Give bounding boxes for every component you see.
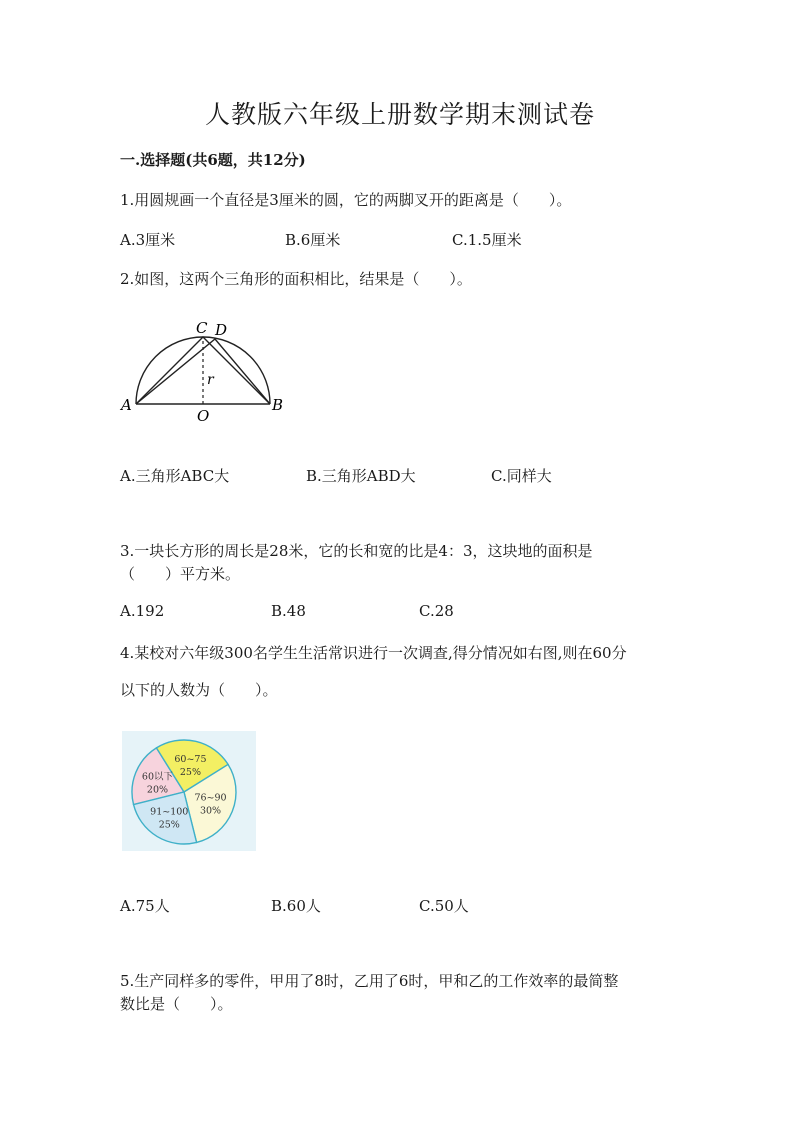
question-3-option-a: A.192 [120, 602, 165, 620]
question-4-option-c: C.50人 [419, 897, 469, 915]
question-4-text-line-1: 4.某校对六年级300名学生生活常识进行一次调查,得分情况如右图,则在60分 [120, 644, 627, 662]
question-3-text-line-1: 3.一块长方形的周长是28米，它的长和宽的比是4：3，这块地的面积是 [120, 542, 593, 560]
pie-slice-label: 60~75 [174, 754, 207, 766]
pie-slice-label: 60以下 [141, 771, 174, 783]
question-5-text-line-1: 5.生产同样多的零件，甲用了8时，乙用了6时，甲和乙的工作效率的最简整 [120, 972, 619, 990]
question-4-option-a: A.75人 [120, 897, 170, 915]
section-heading: 一.选择题(共6题，共12分) [120, 151, 306, 169]
label-o: O [197, 407, 210, 425]
page-title: 人教版六年级上册数学期末测试卷 [204, 100, 595, 129]
pie-slice-label: 76~90 [194, 792, 227, 804]
label-d: D [215, 321, 228, 339]
label-c: C [196, 319, 208, 337]
label-r: r [207, 372, 214, 388]
question-3-text-line-2: （ ）平方米。 [120, 565, 241, 583]
question-1-text: 1.用圆规画一个直径是3厘米的圆，它的两脚叉开的距离是（ ）。 [120, 191, 572, 209]
question-1-option-b: B.6厘米 [285, 231, 341, 249]
pie-slice-label: 91~100 [150, 806, 189, 818]
question-2-option-b: B.三角形ABD大 [306, 467, 416, 485]
question-5-text-line-2: 数比是（ ）。 [120, 995, 233, 1013]
score-pie-chart [122, 731, 256, 851]
question-2-option-c: C.同样大 [491, 467, 552, 485]
semicircle-triangle-figure [118, 318, 290, 428]
question-3-option-c: C.28 [419, 602, 454, 620]
pie-slice-percent: 20% [146, 784, 169, 796]
label-b: B [272, 396, 284, 414]
pie-slice-percent: 30% [199, 805, 222, 817]
question-4-option-b: B.60人 [271, 897, 321, 915]
pie-slice-percent: 25% [158, 819, 180, 831]
pie-slice-percent: 25% [179, 767, 201, 779]
label-a: A [121, 396, 132, 414]
question-3-option-b: B.48 [271, 602, 306, 620]
question-2-option-a: A.三角形ABC大 [120, 467, 230, 485]
question-4-text-line-2: 以下的人数为（ ）。 [120, 681, 278, 699]
question-1-option-a: A.3厘米 [120, 231, 176, 249]
question-1-option-c: C.1.5厘米 [452, 231, 522, 249]
question-2-text: 2.如图，这两个三角形的面积相比，结果是（ ）。 [120, 270, 472, 288]
